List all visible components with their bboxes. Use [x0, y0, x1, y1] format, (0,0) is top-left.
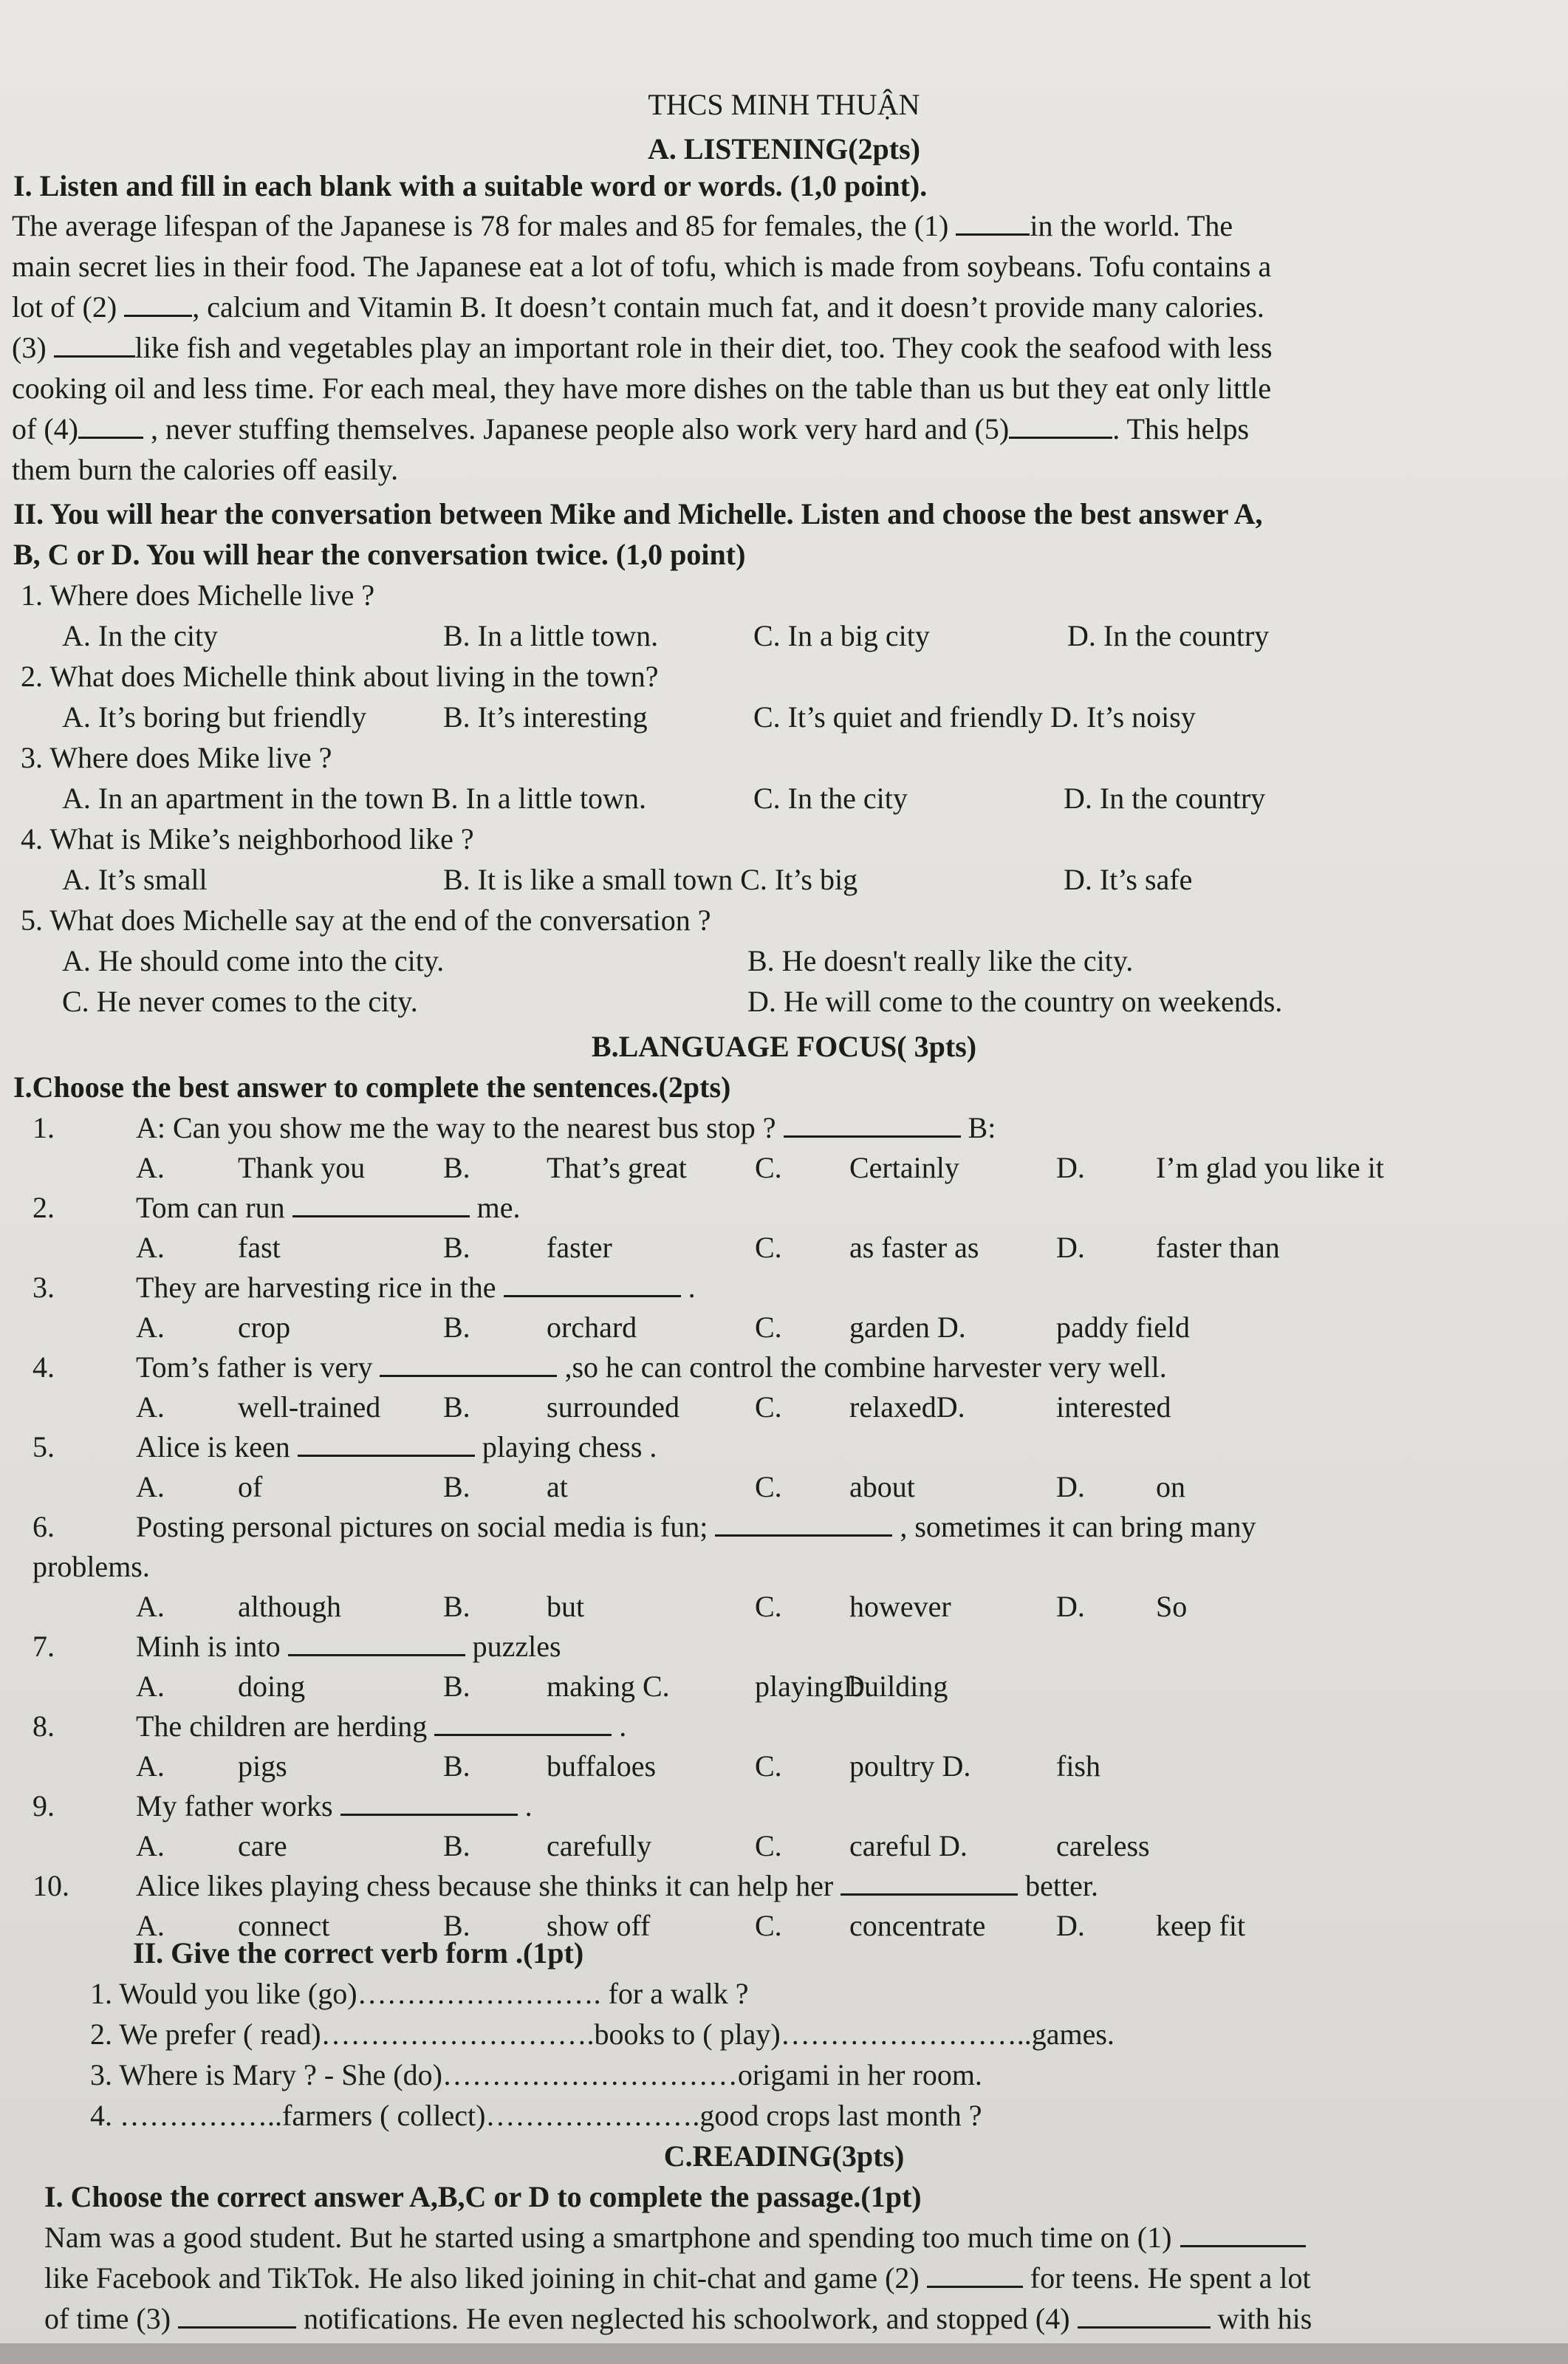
mcq-option[interactable]: playingD.	[755, 1670, 872, 1703]
passage-line: main secret lies in their food. The Japanese eat a lot of tofu, which is made from soybeans. Tofu contains a	[12, 250, 1272, 283]
school-name: THCS MINH THUẬN	[648, 88, 920, 121]
answer-blank[interactable]	[784, 1110, 961, 1138]
mcq-option[interactable]: building	[849, 1670, 948, 1703]
mcq-option[interactable]: That’s great	[547, 1151, 687, 1184]
option-a[interactable]: A. He should come into the city.	[62, 944, 445, 977]
mcq-question: 3. They are harvesting rice in the .	[32, 1271, 696, 1304]
mcq-option[interactable]: A.	[136, 1390, 165, 1424]
answer-blank[interactable]	[124, 290, 192, 317]
mcq-option[interactable]: careful D.	[849, 1829, 968, 1862]
mcq-option[interactable]: paddy field	[1056, 1311, 1191, 1344]
mcq-option[interactable]: D.	[1056, 1590, 1085, 1623]
verb-item[interactable]: 3. Where is Mary ? - She (do)…………………………origami in her room.	[90, 2058, 982, 2091]
mcq-option[interactable]: poultry D.	[849, 1749, 971, 1783]
mcq-option[interactable]: B.	[443, 1749, 470, 1783]
mcq-option[interactable]: A.	[136, 1909, 165, 1942]
answer-blank[interactable]	[380, 1350, 557, 1377]
question: 4. What is Mike’s neighborhood like ?	[21, 822, 474, 855]
option-b[interactable]: B. In a little town.	[443, 619, 659, 652]
verb-item[interactable]: 4. ……………..farmers ( collect)………………….good crops last month ?	[90, 2099, 982, 2132]
mcq-option[interactable]: fast	[238, 1231, 281, 1264]
mcq-option[interactable]: interested	[1056, 1390, 1171, 1424]
question: 1. Where does Michelle live ?	[21, 578, 375, 612]
passage-line: cooking oil and less time. For each meal, they have more dishes on the table than us but they eat only little	[12, 372, 1272, 405]
mcq-option[interactable]: A.	[136, 1231, 165, 1264]
mcq-option[interactable]: on	[1156, 1470, 1185, 1503]
mcq-question-continued: problems.	[32, 1550, 150, 1583]
answer-blank[interactable]	[1180, 2220, 1306, 2247]
mcq-option[interactable]: C.	[755, 1311, 782, 1344]
mcq-option[interactable]: B.	[443, 1390, 470, 1424]
mcq-option[interactable]: B.	[443, 1311, 470, 1344]
answer-blank[interactable]	[434, 1709, 612, 1736]
mcq-option[interactable]: carefully	[547, 1829, 652, 1862]
mcq-option[interactable]: keep fit	[1156, 1909, 1246, 1942]
option-bc[interactable]: B. It is like a small town C. It’s big	[443, 863, 858, 896]
option-c[interactable]: C. In the city	[753, 782, 908, 815]
option-a[interactable]: A. It’s small	[62, 863, 208, 896]
mcq-option[interactable]: pigs	[238, 1749, 287, 1783]
reading-heading: C.READING(3pts)	[663, 2139, 905, 2173]
passage-line: of (4) , never stuffing themselves. Japanese people also work very hard and (5) . This helps	[12, 412, 1250, 445]
mcq-option[interactable]: although	[238, 1590, 341, 1623]
option-ab[interactable]: A. In an apartment in the town B. In a little town.	[62, 782, 646, 815]
mcq-option[interactable]: show off	[547, 1909, 651, 1942]
mcq-option[interactable]: crop	[238, 1311, 291, 1344]
reading-part1-title: I. Choose the correct answer A,B,C or D to complete the passage.(1pt)	[44, 2180, 922, 2213]
mcq-question: 5. Alice is keen playing chess .	[32, 1430, 657, 1463]
mcq-option[interactable]: C.	[755, 1470, 782, 1503]
option-b[interactable]: B. It’s interesting	[443, 700, 648, 734]
listening-heading: A. LISTENING(2pts)	[648, 132, 920, 165]
mcq-option[interactable]: B.	[443, 1590, 470, 1623]
answer-blank[interactable]	[504, 1270, 681, 1297]
mcq-question: 9. My father works .	[32, 1789, 533, 1822]
mcq-option[interactable]: A.	[136, 1470, 165, 1503]
question: 5. What does Michelle say at the end of the conversation ?	[21, 903, 711, 937]
answer-blank[interactable]	[78, 411, 143, 439]
listening-part2-title: II. You will hear the conversation between Mike and Michelle. Listen and choose the best answer A,	[13, 497, 1263, 530]
mcq-option[interactable]: A.	[136, 1670, 165, 1703]
option-c[interactable]: C. In a big city	[753, 619, 930, 652]
answer-blank[interactable]	[54, 330, 135, 358]
mcq-option[interactable]: however	[849, 1590, 951, 1623]
option-b[interactable]: B. He doesn't really like the city.	[747, 944, 1134, 977]
option-c[interactable]: C. He never comes to the city.	[62, 985, 418, 1018]
mcq-option[interactable]: B.	[443, 1829, 470, 1862]
passage-line: (3) like fish and vegetables play an important role in their diet, too. They cook the seafood with less	[12, 331, 1273, 364]
answer-blank[interactable]	[841, 1868, 1018, 1896]
mcq-question: 2. Tom can run me.	[32, 1191, 521, 1224]
mcq-option[interactable]: at	[547, 1470, 568, 1503]
listening-part1-title: I. Listen and fill in each blank with a suitable word or words. (1,0 point).	[13, 169, 928, 202]
reading-line: of time (3) notifications. He even neglected his schoolwork, and stopped (4) with his	[44, 2302, 1312, 2335]
mcq-option[interactable]: D.	[1056, 1909, 1085, 1942]
mcq-option[interactable]: care	[238, 1829, 287, 1862]
language-heading: B.LANGUAGE FOCUS( 3pts)	[591, 1030, 977, 1063]
option-d[interactable]: D. It’s safe	[1064, 863, 1193, 896]
mcq-question: 6. Posting personal pictures on social media is fun; , sometimes it can bring many	[32, 1510, 1256, 1543]
mcq-option[interactable]: making C.	[547, 1670, 670, 1703]
mcq-option[interactable]: of	[238, 1470, 263, 1503]
mcq-option[interactable]: B.	[443, 1909, 470, 1942]
option-d[interactable]: D. In the country	[1064, 782, 1266, 815]
mcq-option[interactable]: garden D.	[849, 1311, 966, 1344]
mcq-option[interactable]: faster than	[1156, 1231, 1280, 1264]
mcq-option[interactable]: A.	[136, 1590, 165, 1623]
answer-blank[interactable]	[956, 208, 1030, 236]
language-part1-title: I.Choose the best answer to complete the sentences.(2pts)	[13, 1070, 731, 1104]
mcq-option[interactable]: A.	[136, 1829, 165, 1862]
mcq-option[interactable]: C.	[755, 1151, 782, 1184]
page-bottom-shadow	[0, 2343, 1568, 2364]
option-cd[interactable]: C. It’s quiet and friendly D. It’s noisy	[753, 700, 1196, 734]
answer-blank[interactable]	[298, 1429, 475, 1457]
answer-blank[interactable]	[288, 1629, 465, 1656]
mcq-option[interactable]: concentrate	[849, 1909, 986, 1942]
mcq-option[interactable]: faster	[547, 1231, 612, 1264]
mcq-option[interactable]: A.	[136, 1151, 165, 1184]
mcq-option[interactable]: D.	[1056, 1231, 1085, 1264]
mcq-option[interactable]: C.	[755, 1231, 782, 1264]
answer-blank[interactable]	[178, 2301, 296, 2329]
question: 3. Where does Mike live ?	[21, 741, 332, 774]
listening-part2-title: B, C or D. You will hear the conversation twice. (1,0 point)	[13, 538, 746, 571]
mcq-option[interactable]: A.	[136, 1749, 165, 1783]
reading-line: Nam was a good student. But he started using a smartphone and spending too much time on (1)	[44, 2220, 1306, 2255]
mcq-option[interactable]: D.	[1056, 1151, 1085, 1184]
mcq-option[interactable]: B.	[443, 1670, 470, 1703]
mcq-option[interactable]: connect	[238, 1909, 330, 1942]
answer-blank[interactable]	[715, 1509, 892, 1537]
mcq-option[interactable]: fish	[1056, 1749, 1100, 1783]
mcq-option[interactable]: C.	[755, 1909, 782, 1942]
option-a[interactable]: A. It’s boring but friendly	[62, 700, 367, 734]
mcq-option[interactable]: but	[547, 1590, 585, 1623]
mcq-option[interactable]: as faster as	[849, 1231, 979, 1264]
mcq-question: 10. Alice likes playing chess because she thinks it can help her better.	[32, 1869, 1099, 1902]
mcq-question: 4. Tom’s father is very ,so he can control the combine harvester very well.	[32, 1350, 1167, 1384]
mcq-option[interactable]: C.	[755, 1829, 782, 1862]
mcq-option[interactable]: relaxedD.	[849, 1390, 965, 1424]
answer-blank[interactable]	[292, 1190, 470, 1217]
mcq-question: 7. Minh is into puzzles	[32, 1630, 561, 1663]
mcq-option[interactable]: C.	[755, 1390, 782, 1424]
mcq-option[interactable]: C.	[755, 1590, 782, 1623]
mcq-option[interactable]: surrounded	[547, 1390, 679, 1424]
mcq-option[interactable]: B.	[443, 1151, 470, 1184]
passage-line: lot of (2) , calcium and Vitamin B. It doesn’t contain much fat, and it doesn’t provide many calories.	[12, 290, 1264, 324]
mcq-option[interactable]: B.	[443, 1231, 470, 1264]
passage-line: them burn the calories off easily.	[12, 453, 399, 486]
mcq-option[interactable]: orchard	[547, 1311, 637, 1344]
reading-line: like Facebook and TikTok. He also liked joining in chit-chat and game (2) for teens. He spent a lot	[44, 2261, 1311, 2295]
mcq-question: 1. A: Can you show me the way to the nearest bus stop ? B:	[32, 1111, 996, 1144]
mcq-option[interactable]: Certainly	[849, 1151, 959, 1184]
mcq-option[interactable]: buffaloes	[547, 1749, 657, 1783]
verb-item[interactable]: 1. Would you like (go)……………………. for a walk ?	[90, 1977, 749, 2010]
mcq-option[interactable]: doing	[238, 1670, 306, 1703]
answer-blank[interactable]	[1078, 2301, 1211, 2329]
mcq-option[interactable]: C.	[755, 1749, 782, 1783]
mcq-option[interactable]: So	[1156, 1590, 1188, 1623]
option-d[interactable]: D. In the country	[1067, 619, 1270, 652]
verb-item[interactable]: 2. We prefer ( read)……………………….books to ( play)……………………..games.	[90, 2018, 1115, 2051]
passage-line: The average lifespan of the Japanese is 78 for males and 85 for females, the (1) in the world. The	[12, 209, 1233, 242]
answer-blank[interactable]	[927, 2261, 1023, 2288]
option-a[interactable]: A. In the city	[62, 619, 219, 652]
answer-blank[interactable]	[340, 1789, 518, 1816]
mcq-option[interactable]: careless	[1056, 1829, 1150, 1862]
mcq-option[interactable]: A.	[136, 1311, 165, 1344]
language-part2-title: II. Give the correct verb form .(1pt)	[133, 1936, 584, 1970]
mcq-option[interactable]: Thank you	[238, 1151, 366, 1184]
mcq-option[interactable]: well-trained	[238, 1390, 381, 1424]
mcq-option[interactable]: about	[849, 1470, 915, 1503]
mcq-option[interactable]: B.	[443, 1470, 470, 1503]
question: 2. What does Michelle think about living in the town?	[21, 660, 659, 693]
mcq-option[interactable]: D.	[1056, 1470, 1085, 1503]
answer-blank[interactable]	[1009, 411, 1112, 439]
mcq-question: 8. The children are herding .	[32, 1709, 627, 1743]
mcq-option[interactable]: I’m glad you like it	[1156, 1151, 1384, 1184]
option-d[interactable]: D. He will come to the country on weekends.	[747, 985, 1283, 1018]
